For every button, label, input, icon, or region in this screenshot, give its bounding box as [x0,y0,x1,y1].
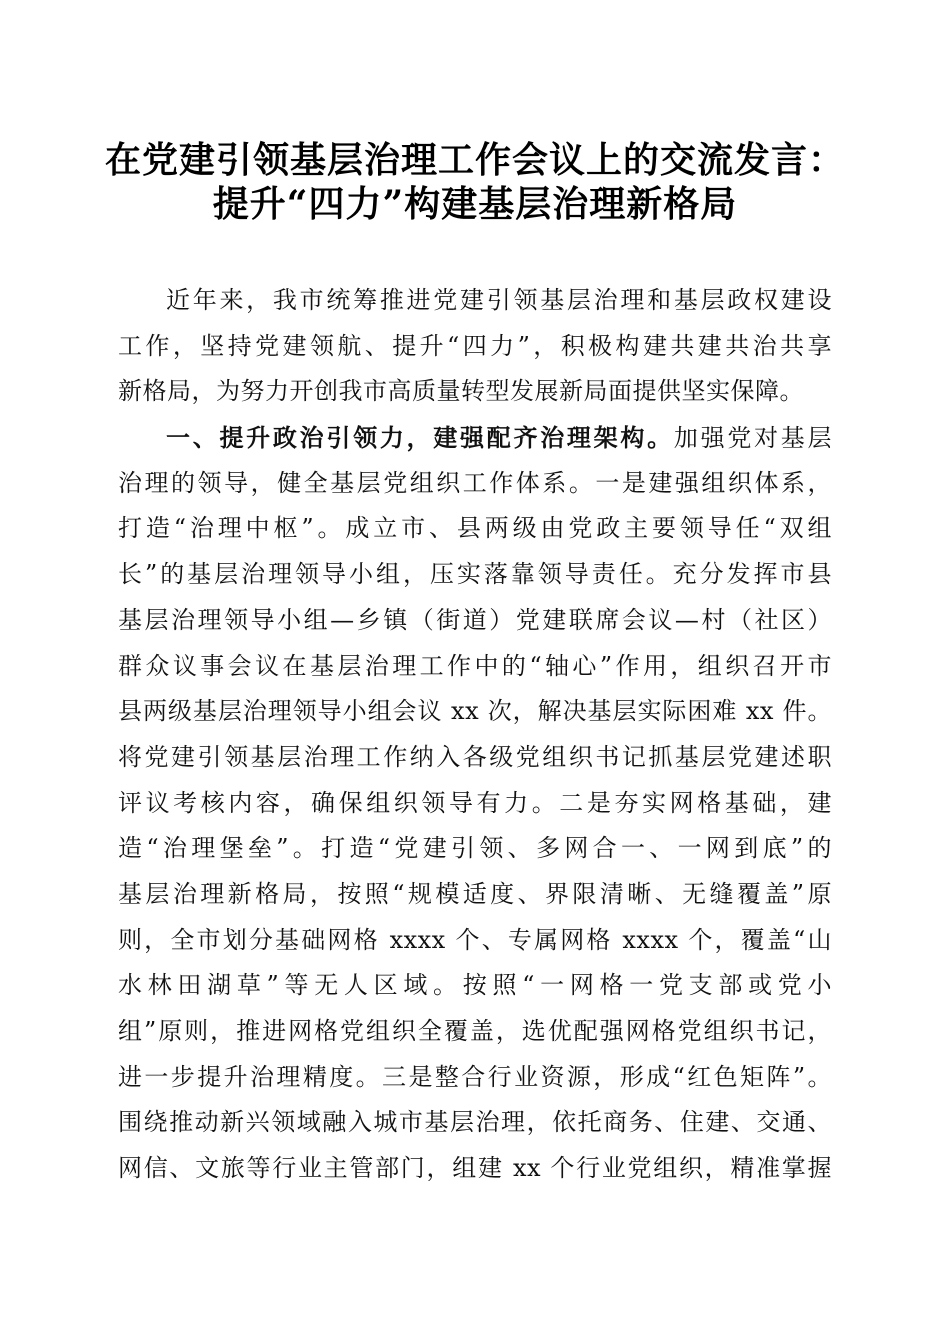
paragraph-2-line: 评议考核内容，确保组织领导有力。二是夯实网格基础，建 [118,788,832,817]
paragraph-2-line: 长”的基层治理领导小组，压实落靠领导责任。充分发挥市县 [118,560,832,589]
document-body [118,278,832,1192]
paragraph-2-line: 县两级基层治理领导小组会议 xx 次，解决基层实际困难 xx 件。 [118,697,832,726]
paragraph-2-line: 将党建引领基层治理工作纳入各级党组织书记抓基层党建述职 [118,742,832,771]
paragraph-2-line: 则，全市划分基础网格 xxxx 个、专属网格 xxxx 个，覆盖“山 [118,925,832,954]
paragraph-2-line: 进一步提升治理精度。三是整合行业资源，形成“红色矩阵”。 [118,1062,832,1091]
paragraph-2-line: 群众议事会议在基层治理工作中的“轴心”作用，组织召开市 [118,651,832,680]
paragraph-2-line: 组”原则，推进网格党组织全覆盖，选优配强网格党组织书记， [118,1017,832,1045]
paragraph-2-line: 基层治理新格局，按照“规模适度、界限清晰、无缝覆盖”原 [118,879,832,908]
paragraph-2-line: 治理的领导，健全基层党组织工作体系。一是建强组织体系， [118,468,832,497]
paragraph-1-line: 近年来，我市统筹推进党建引领基层治理和基层政权建设 [166,286,832,314]
paragraph-2-line: 网信、文旅等行业主管部门，组建 xx 个行业党组织，精准掌握 [118,1154,832,1183]
section-heading: 一、提升政治引领力，建强配齐治理架构。 [166,423,674,453]
paragraph-2-line: 打造“治理中枢”。成立市、县两级由党政主要领导任“双组 [118,514,832,543]
paragraph-2-line: 造“治理堡垒”。打造“党建引领、多网合一、一网到底”的 [118,834,832,863]
document-title-line-1: 在党建引领基层治理工作会议上的交流发言： [104,139,845,181]
paragraph-1-line: 新格局，为努力开创我市高质量转型发展新局面提供坚实保障。 [118,377,804,406]
paragraph-2-line: 水林田湖草”等无人区域。按照“一网格一党支部或党小 [118,971,832,1000]
paragraph-2-line: 围绕推动新兴领域融入城市基层治理，依托商务、住建、交通、 [118,1108,832,1137]
document-title-line-2: 提升“四力”构建基层治理新格局 [212,183,738,225]
paragraph-2-line: 基层治理领导小组—乡镇（街道）党建联席会议—村（社区） [118,605,832,634]
paragraph-2-line-rest: 加强党对基层 [673,424,832,453]
paragraph-1-line: 工作，坚持党建领航、提升“四力”，积极构建共建共治共享 [118,331,832,360]
paragraph-2-first-line [118,415,832,461]
